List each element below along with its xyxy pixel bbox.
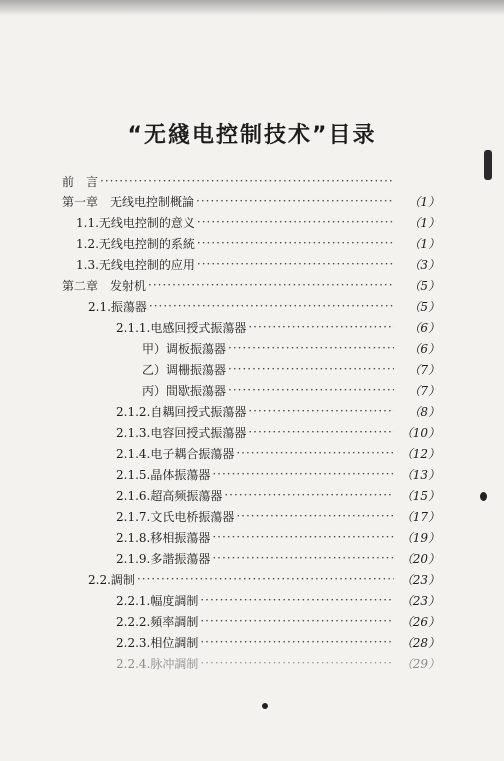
leader-dots <box>236 446 394 460</box>
toc-entry <box>116 318 440 336</box>
toc-entry-label: 2.1.5.晶体振蕩器 <box>116 467 211 482</box>
toc-entry-page: （23） <box>400 572 440 587</box>
toc-entry <box>116 486 440 504</box>
toc-entry <box>116 612 440 630</box>
toc-entry-page: （13） <box>400 467 440 482</box>
toc-entry <box>142 360 440 378</box>
leader-dots <box>137 572 394 586</box>
toc-entry-page: （7） <box>408 383 440 398</box>
toc-entry-label: 2.2.調制 <box>88 572 135 587</box>
toc-entry-label: 2.2.3.相位調制 <box>116 635 199 650</box>
toc-entry-label: 2.1.8.移相振蕩器 <box>116 530 211 545</box>
leader-dots <box>197 236 394 250</box>
toc-entry-page: （20） <box>400 551 440 566</box>
toc-entry-page: （28） <box>400 635 440 650</box>
scan-mark <box>484 150 492 180</box>
leader-dots <box>236 509 394 523</box>
toc-entry-page: （6） <box>408 341 440 356</box>
toc-entry <box>62 192 440 210</box>
toc-entry-page: （12） <box>400 446 440 461</box>
toc-entry-label: 1.1.无线电控制的意义 <box>76 215 195 230</box>
toc-entry-label: 丙）間歇振蕩器 <box>142 383 227 398</box>
toc-entry-page: （1） <box>408 236 440 251</box>
leader-dots <box>200 614 394 628</box>
leader-dots <box>228 362 394 376</box>
toc-entry <box>116 423 440 441</box>
toc-entry-label: 2.1.6.超高频振蕩器 <box>116 488 223 503</box>
leader-dots <box>212 467 394 481</box>
toc-entry <box>62 172 440 190</box>
toc-entry-page: （29） <box>400 656 440 671</box>
toc-entry-page: （10） <box>400 425 440 440</box>
toc-entry <box>116 402 440 420</box>
leader-dots <box>149 299 394 313</box>
toc-entry-label: 2.1.振蕩器 <box>88 299 147 314</box>
toc-entry-page: （5） <box>408 278 440 293</box>
toc-entry <box>116 528 440 546</box>
leader-dots <box>224 488 394 502</box>
scan-top-edge <box>0 0 504 16</box>
toc-entry-page: （5） <box>408 299 440 314</box>
toc-entry-label: 前 言 <box>62 174 99 189</box>
leader-dots <box>196 194 394 208</box>
toc-entry-label: 1.3.无线电控制的应用 <box>76 257 195 272</box>
page-title: “无綫电控制技术”目录 <box>127 123 377 148</box>
toc-entry-label: 2.1.9.多諧振蕩器 <box>116 551 211 566</box>
toc-entry-label: 2.1.2.自耦回授式振蕩器 <box>116 404 247 419</box>
toc-entry <box>116 465 440 483</box>
toc-entry <box>76 213 440 231</box>
toc-entry-page: （1） <box>408 194 440 209</box>
toc-entry <box>116 654 440 672</box>
leader-dots <box>200 593 394 607</box>
toc-entry-page: （26） <box>400 614 440 629</box>
toc-entry-label: 2.2.4.脉冲調制 <box>116 656 199 671</box>
toc-entry-page: （23） <box>400 593 440 608</box>
toc-entry <box>116 591 440 609</box>
leader-dots <box>248 425 394 439</box>
leader-dots <box>197 215 394 229</box>
toc-entry-label: 2.2.2.頻率調制 <box>116 614 199 629</box>
toc-entry <box>62 276 440 294</box>
toc-entry <box>88 570 440 588</box>
toc-entry-label: 2.1.7.文氏电桥振蕩器 <box>116 509 235 524</box>
toc-entry-page: （7） <box>408 362 440 377</box>
leader-dots <box>148 278 394 292</box>
toc-entry-page: （1） <box>408 215 440 230</box>
toc-entry-label: 第二章 发射机 <box>62 278 147 293</box>
leader-dots <box>200 656 394 670</box>
toc-entry <box>88 297 440 315</box>
toc-entry-page: （3） <box>408 257 440 272</box>
leader-dots <box>197 257 394 271</box>
leader-dots <box>100 174 394 188</box>
toc-entry <box>76 234 440 252</box>
toc-entry <box>116 549 440 567</box>
toc-entry <box>116 444 440 462</box>
toc-entry <box>142 381 440 399</box>
toc-entry <box>116 507 440 525</box>
scan-speck <box>262 703 268 709</box>
leader-dots <box>228 341 394 355</box>
toc-entry-label: 2.2.1.幅度調制 <box>116 593 199 608</box>
toc-entry-page: （17） <box>400 509 440 524</box>
toc-entry-label: 乙）调栅振蕩器 <box>142 362 227 377</box>
leader-dots <box>212 551 394 565</box>
toc-entry-page: （19） <box>400 530 440 545</box>
toc-entry <box>76 255 440 273</box>
toc-entry-page: （8） <box>408 404 440 419</box>
scan-speck <box>480 492 487 501</box>
toc-entry-label: 2.1.4.电子耦合振蕩器 <box>116 446 235 461</box>
leader-dots <box>200 635 394 649</box>
toc-entry-page: （15） <box>400 488 440 503</box>
toc-entry-label: 甲）调板振蕩器 <box>142 341 227 356</box>
toc-entry <box>116 633 440 651</box>
toc-entry-label: 2.1.3.电容回授式振蕩器 <box>116 425 247 440</box>
leader-dots <box>228 383 394 397</box>
leader-dots <box>212 530 394 544</box>
toc-entry <box>142 339 440 357</box>
toc-entry-label: 2.1.1.电感回授式振蕩器 <box>116 320 247 335</box>
toc-entry-label: 1.2.无线电控制的系統 <box>76 236 195 251</box>
toc-entry-page: （6） <box>408 320 440 335</box>
leader-dots <box>248 404 394 418</box>
leader-dots <box>248 320 394 334</box>
toc-entry-label: 第一章 无线电控制概論 <box>62 194 195 209</box>
